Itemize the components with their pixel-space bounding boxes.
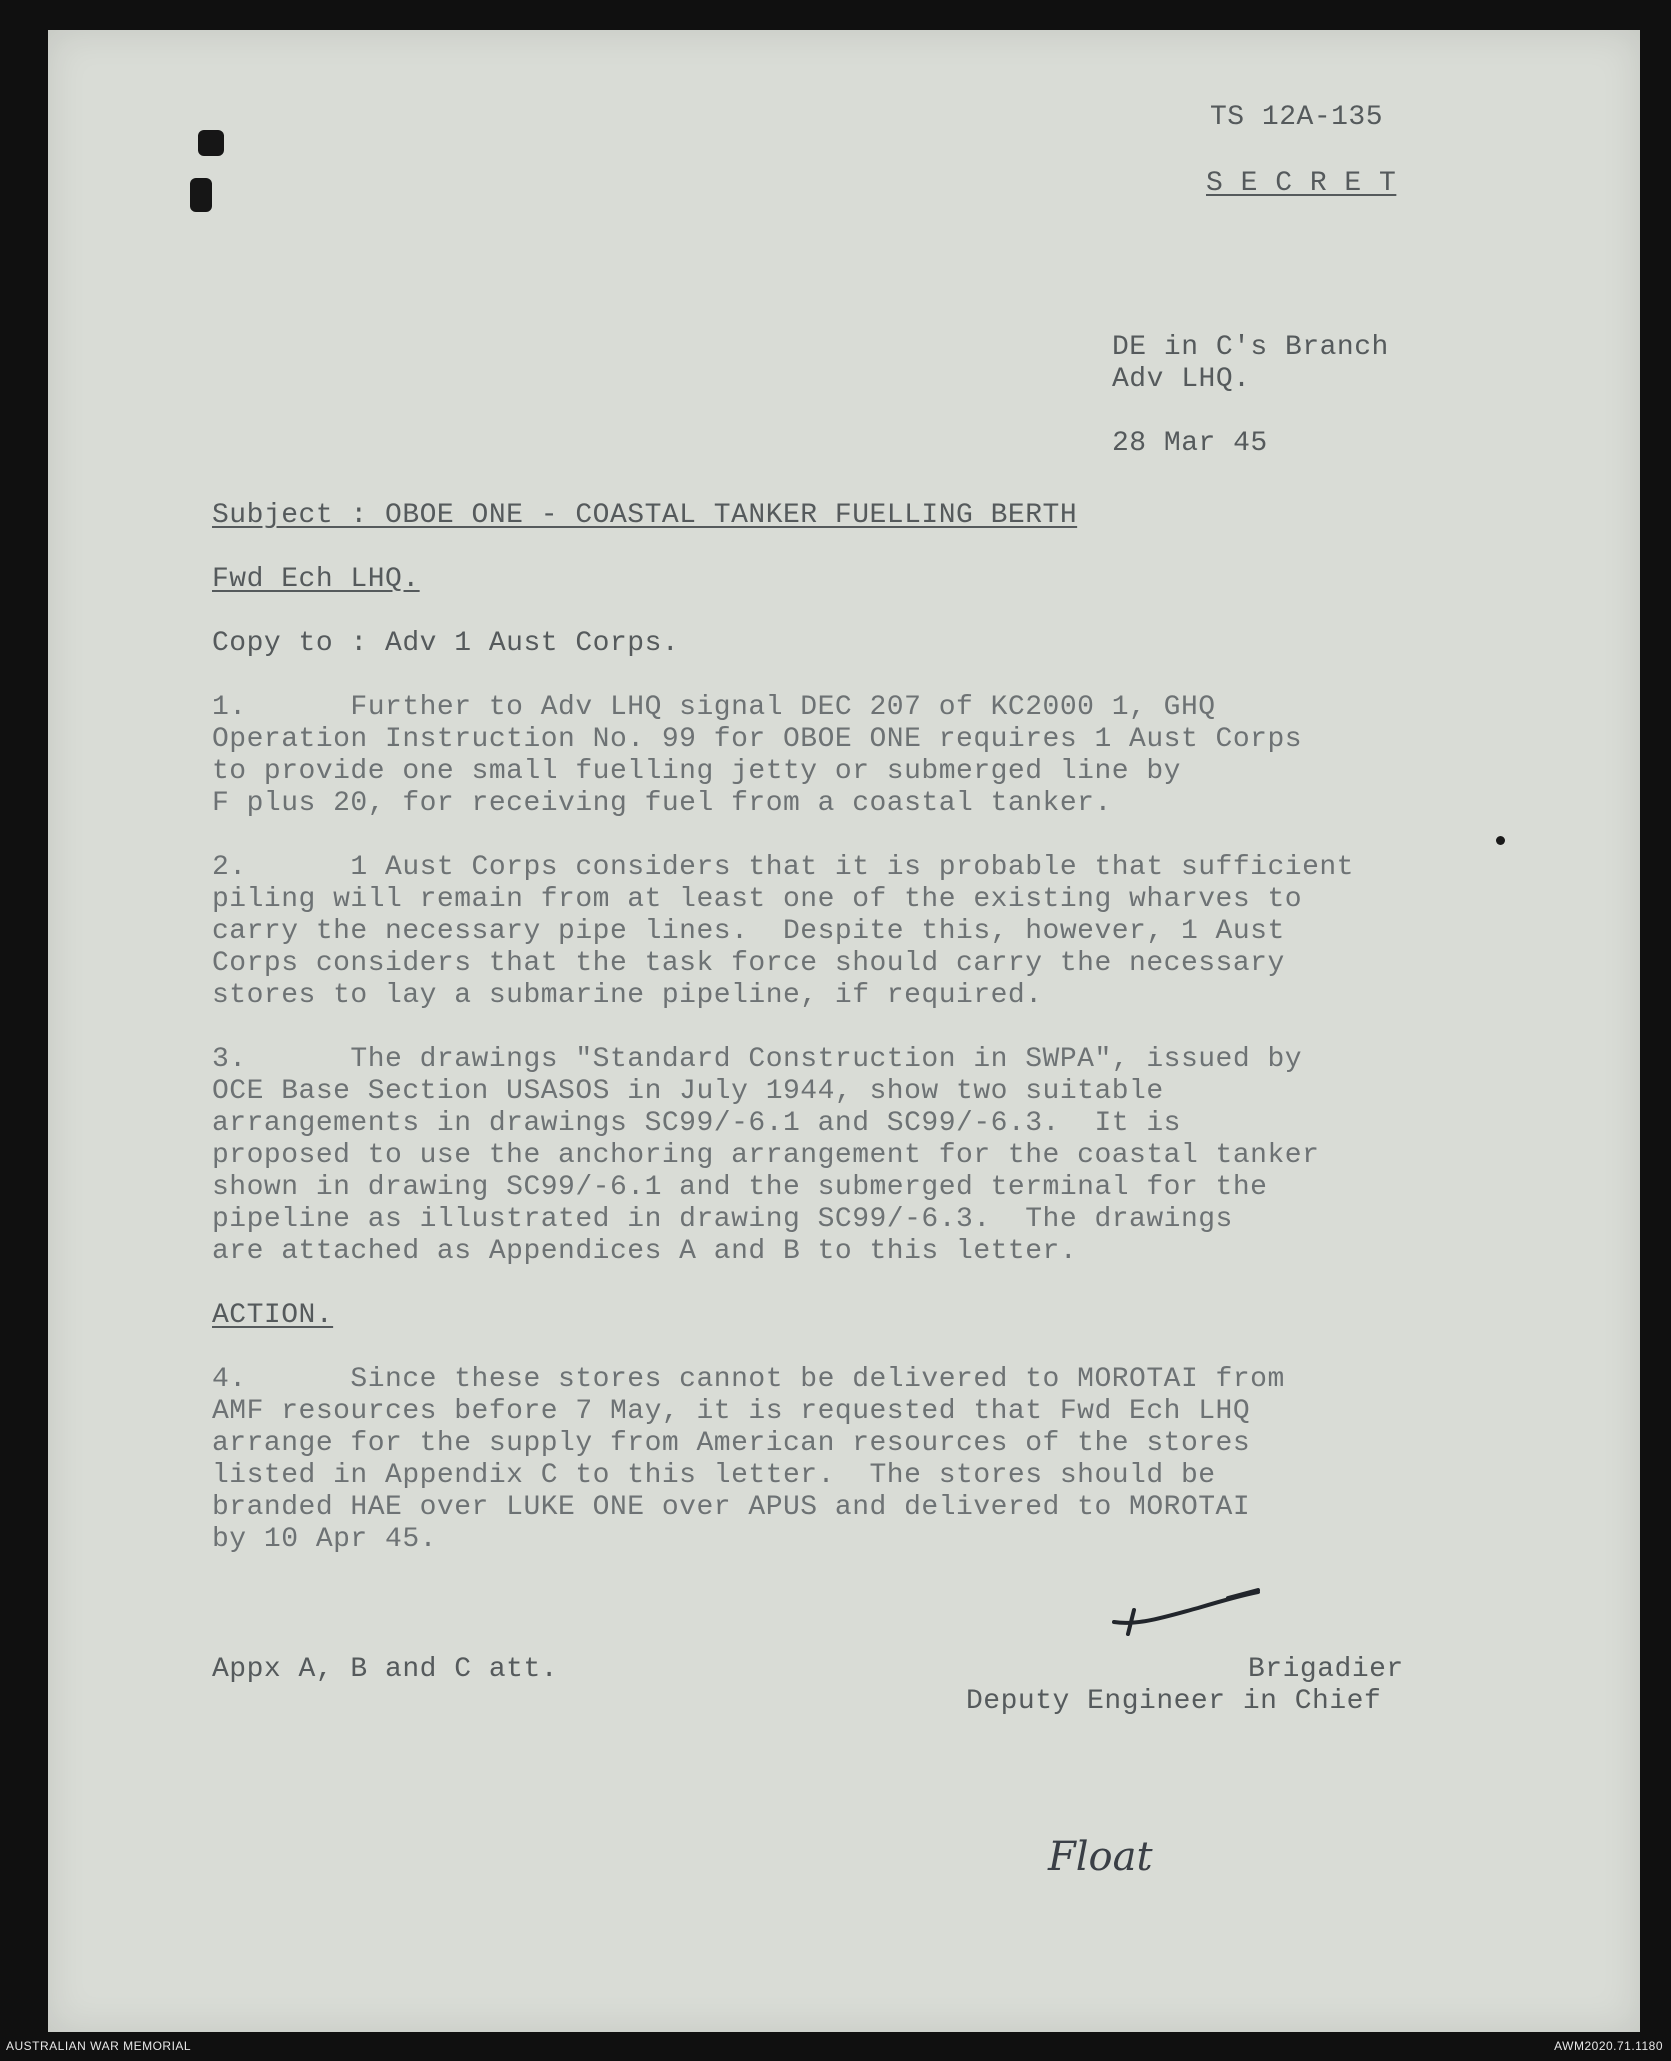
handwritten-annotation: Float — [1048, 1834, 1153, 1880]
document-page — [48, 30, 1640, 2032]
paragraph-3: 3. The drawings "Standard Construction in SWPA", issued by OCE Base Section USASOS in July 1944, show two suitable arrangements in drawings SC99/-6.1 and SC99/-6.3. It is proposed to use the anchoring arrangement for the coastal tanker shown in drawing SC99/-6.1 and the submerged terminal for the pipeline as illustrated in drawing SC99/-6.3. The drawings are attached as Appendices A and B to this letter. — [212, 1044, 1320, 1267]
paragraph-1: 1. Further to Adv LHQ signal DEC 207 of KC2000 1, GHQ Operation Instruction No. 99 for OBOE ONE requires 1 Aust Corps to provide one small fuelling jetty or submerged line by F plus 20, for receiving fuel from a coastal tanker. — [212, 692, 1303, 819]
copy-to-line: Copy to : Adv 1 Aust Corps. — [212, 628, 680, 659]
action-heading: ACTION. — [212, 1300, 334, 1331]
signatory-rank: Brigadier — [1248, 1654, 1404, 1685]
paragraph-4: 4. Since these stores cannot be delivered to MOROTAI from AMF resources before 7 May, it is requested that Fwd Ech LHQ arrange for the supply from American resources of the stores listed in Appendix C to this letter. The stores should be branded HAE over LUKE ONE over APUS and delivered to MOROTAI by 10 Apr 45. — [212, 1364, 1285, 1555]
document-date: 28 Mar 45 — [1112, 428, 1268, 459]
footer-accession-number: AWM2020.71.1180 — [1554, 2039, 1663, 2053]
punch-hole-bottom — [190, 178, 212, 212]
classification-marking: S E C R E T — [1206, 168, 1397, 199]
originating-branch: DE in C's Branch — [1112, 332, 1389, 363]
enclosures-line: Appx A, B and C att. — [212, 1654, 559, 1685]
signature-mark — [1108, 1586, 1268, 1646]
ink-spot — [1496, 836, 1505, 845]
subject-line: Subject : OBOE ONE - COASTAL TANKER FUELLING BERTH — [212, 500, 1078, 531]
punch-hole-top — [198, 130, 224, 156]
paragraph-2: 2. 1 Aust Corps considers that it is probable that sufficient piling will remain from at least one of the existing wharves to carry the necessary pipe lines. Despite this, however, 1 Aust Corps considers that the task force should carry the necessary stores to lay a submarine pipeline, if required. — [212, 852, 1354, 1011]
signatory-title: Deputy Engineer in Chief — [966, 1686, 1382, 1717]
addressee: Fwd Ech LHQ. — [212, 564, 420, 595]
originating-hq: Adv LHQ. — [1112, 364, 1251, 395]
footer-institution: AUSTRALIAN WAR MEMORIAL — [6, 2039, 192, 2053]
document-reference: TS 12A-135 — [1210, 102, 1384, 133]
